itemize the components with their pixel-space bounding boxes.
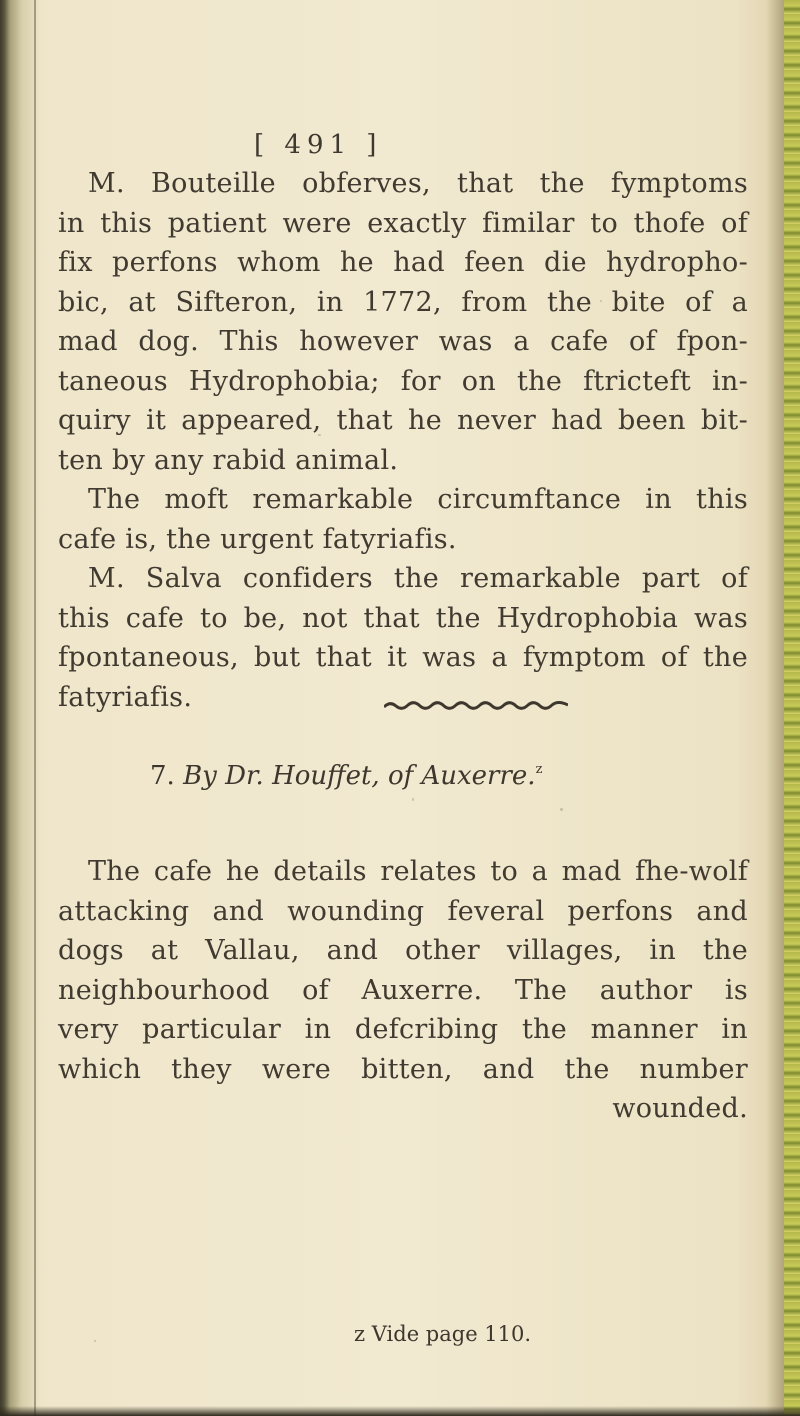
section-title: By Dr. Houffet, of Auxerre. xyxy=(183,761,536,791)
paper-speck xyxy=(722,262,725,265)
text-line: quiry it appeared, that he never had been bit- xyxy=(58,405,748,436)
text-line: attacking and wounding feveral perfons and xyxy=(58,895,748,927)
paragraph-4 xyxy=(58,852,748,1129)
text-line: in this patient were exactly fimilar to thofe of xyxy=(58,207,748,239)
text-line: M. Bouteille obferves, that the fymptoms xyxy=(88,168,748,199)
footnote: z Vide page 110. xyxy=(354,1322,532,1346)
text-line: taneous Hydrophobia; for on the ftricteft in- xyxy=(58,365,748,397)
page-edge xyxy=(784,0,800,1416)
binding-line xyxy=(34,0,36,1416)
text-line: bic, at Sifteron, in 1772, from the bite of a xyxy=(58,286,748,318)
paper-speck xyxy=(94,1340,96,1342)
paragraph-3 xyxy=(58,559,748,717)
text-line: fix perfons whom he had feen die hydropho- xyxy=(58,247,748,278)
section-heading xyxy=(150,761,542,791)
text-line: The cafe he details relates to a mad fhe-wolf xyxy=(88,856,748,887)
text-line: ten by any rabid animal. xyxy=(58,444,399,476)
text-line: neighbourhood of Auxerre. The author is xyxy=(58,974,748,1006)
text-line: wounded. xyxy=(612,1093,748,1124)
paper-speck xyxy=(318,434,321,436)
section-divider-ornament xyxy=(384,699,568,711)
text-line: fpontaneous, but that it was a fymptom of the xyxy=(58,642,748,673)
text-line: M. Salva confiders the remarkable part of xyxy=(88,563,748,594)
section-number: 7. xyxy=(150,761,175,791)
text-line: cafe is, the urgent fatyriafis. xyxy=(58,523,457,555)
text-line: fatyriafis. xyxy=(58,681,193,713)
text-line: very particular in defcribing the manner in xyxy=(58,1014,748,1045)
paper-speck xyxy=(412,798,414,801)
text-line: which they were bitten, and the number xyxy=(58,1053,748,1085)
page-edge-shadow xyxy=(766,0,784,1416)
page-number: [ 491 ] xyxy=(254,130,383,160)
text-line: mad dog. This however was a cafe of fpon- xyxy=(58,326,748,357)
paper-speck xyxy=(600,300,602,302)
paragraph-2 xyxy=(58,480,748,559)
text-line: The moft remarkable circumftance in this xyxy=(88,484,748,515)
footnote-marker: z xyxy=(535,762,543,777)
paragraph-1 xyxy=(58,164,748,480)
text-line: dogs at Vallau, and other villages, in the xyxy=(58,935,748,966)
text-line: this cafe to be, not that the Hydrophobia was xyxy=(58,602,748,634)
paper-speck xyxy=(560,808,563,811)
bottom-fold xyxy=(0,1406,800,1416)
